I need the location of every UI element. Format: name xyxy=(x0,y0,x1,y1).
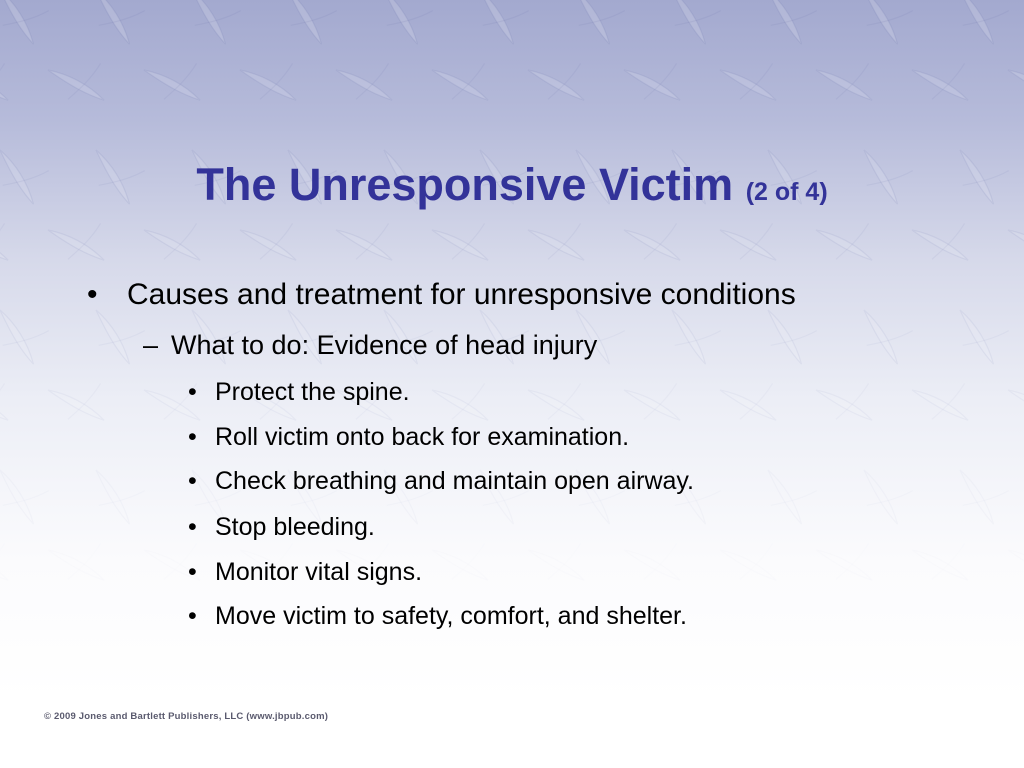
sub-bullet-text: What to do: Evidence of head injury xyxy=(171,330,598,360)
bullet-item-protect-spine xyxy=(188,376,410,408)
item-text: Move victim to safety, comfort, and shelter. xyxy=(215,602,687,630)
bullet-item-check-breathing xyxy=(188,465,694,497)
bullet-text: Causes and treatment for unresponsive conditions xyxy=(127,278,796,311)
bullet-marker: • xyxy=(188,558,197,586)
bullet-marker: • xyxy=(87,278,98,311)
bullet-marker: • xyxy=(188,513,197,541)
item-text: Check breathing and maintain open airway. xyxy=(215,467,694,495)
bullet-item-monitor-vitals xyxy=(188,556,422,588)
bullet-marker: • xyxy=(188,378,197,406)
bullet-marker: • xyxy=(188,602,197,630)
bullet-item-roll-victim xyxy=(188,421,629,453)
bullet-item-move-victim xyxy=(188,600,687,632)
dash-marker: – xyxy=(143,330,159,360)
bullet-item-stop-bleeding xyxy=(188,511,375,543)
item-text: Protect the spine. xyxy=(215,378,410,406)
bullet-level-2 xyxy=(143,327,597,363)
bullet-marker: • xyxy=(188,467,197,495)
bullet-level-1 xyxy=(87,275,796,315)
title-text: The Unresponsive Victim xyxy=(196,159,734,210)
title-suffix: (2 of 4) xyxy=(745,178,828,206)
bullet-marker: • xyxy=(188,423,197,451)
copyright-footer: © 2009 Jones and Bartlett Publishers, LLC (www.jbpub.com) xyxy=(44,711,329,722)
item-text: Monitor vital signs. xyxy=(215,558,423,586)
item-text: Roll victim onto back for examination. xyxy=(215,423,630,451)
item-text: Stop bleeding. xyxy=(215,513,375,541)
